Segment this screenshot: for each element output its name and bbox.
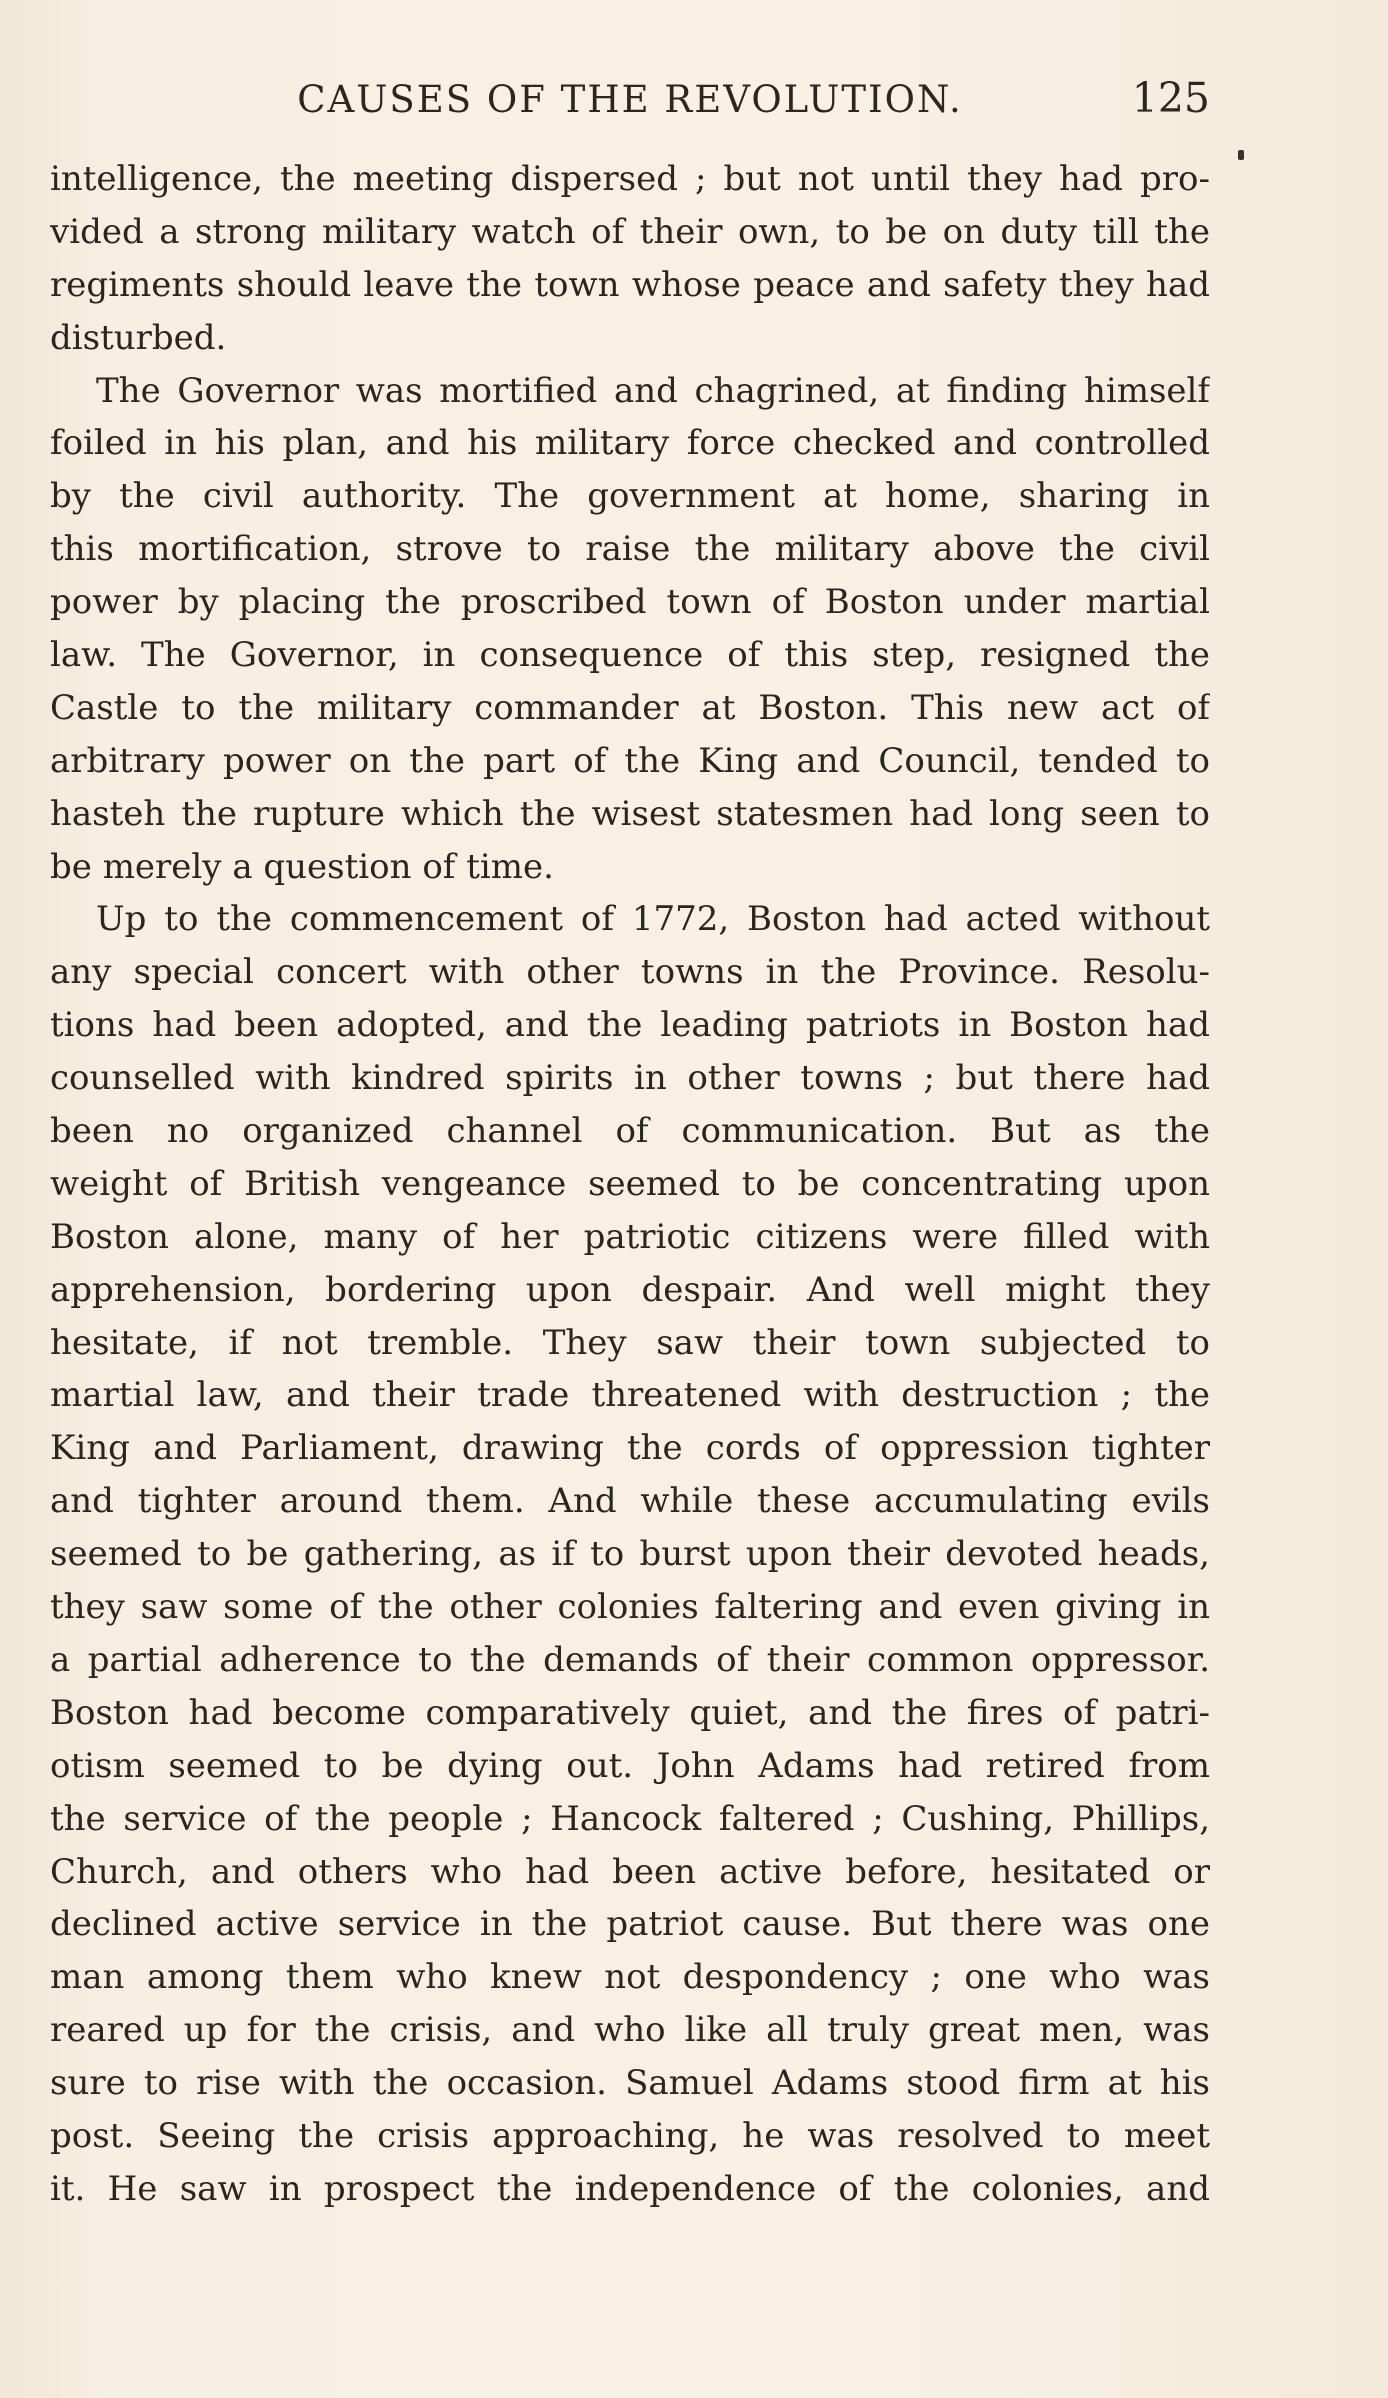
text-line: by the civil authority. The government at home, sharing in: [50, 476, 1210, 517]
text-line: been no organized channel of communication. But as the: [50, 1111, 1210, 1152]
text-line: Up to the commencement of 1772, Boston had acted without: [96, 899, 1210, 940]
text-line: martial law, and their trade threatened with destruction ; the: [50, 1375, 1210, 1416]
text-line: tions had been adopted, and the leading patriots in Boston had: [50, 1005, 1210, 1046]
text-line: regiments should leave the town whose peace and safety they had: [50, 264, 1210, 305]
text-line: man among them who knew not despondency ; one who was: [50, 1957, 1210, 1998]
text-line: otism seemed to be dying out. John Adams had retired from: [50, 1745, 1210, 1786]
ink-speck: [1238, 150, 1244, 160]
text-line: Castle to the military commander at Boston. This new act of: [50, 687, 1210, 728]
running-head-title: CAUSES OF THE REVOLUTION.: [297, 78, 963, 121]
text-line: power by placing the proscribed town of Boston under martial: [50, 582, 1210, 623]
text-line: a partial adherence to the demands of their common oppressor.: [50, 1639, 1210, 1680]
running-head: [50, 72, 1210, 132]
text-line: any special concert with other towns in the Province. Resolu-: [50, 952, 1210, 993]
text-line: and tighter around them. And while these accumulating evils: [50, 1481, 1210, 1522]
text-line: foiled in his plan, and his military force checked and controlled: [50, 423, 1210, 464]
text-line: they saw some of the other colonies faltering and even giving in: [50, 1587, 1210, 1628]
page-number: 125: [1131, 74, 1210, 122]
text-line: Boston alone, many of her patriotic citizens were filled with: [50, 1216, 1210, 1257]
body-text: [50, 153, 1210, 2216]
text-line: The Governor was mortified and chagrined, at finding himself: [96, 370, 1210, 411]
text-line: counselled with kindred spirits in other towns ; but there had: [50, 1058, 1210, 1099]
text-line: weight of British vengeance seemed to be concentrating upon: [50, 1163, 1210, 1204]
text-line: the service of the people ; Hancock faltered ; Cushing, Phillips,: [50, 1798, 1210, 1839]
text-line: reared up for the crisis, and who like all truly great men, was: [50, 2010, 1210, 2051]
text-line: hesitate, if not tremble. They saw their town subjected to: [50, 1322, 1210, 1363]
text-line: sure to rise with the occasion. Samuel Adams stood firm at his: [50, 2063, 1210, 2104]
text-line: apprehension, bordering upon despair. And well might they: [50, 1269, 1210, 1310]
text-line: be merely a question of time.: [50, 846, 554, 887]
text-line: intelligence, the meeting dispersed ; but not until they had pro-: [50, 159, 1210, 199]
text-line: law. The Governor, in consequence of this step, resigned the: [50, 635, 1210, 676]
text-line: Church, and others who had been active before, hesitated or: [50, 1851, 1210, 1892]
text-line: King and Parliament, drawing the cords of oppression tighter: [50, 1428, 1210, 1469]
text-line: hasteh the rupture which the wisest statesmen had long seen to: [50, 793, 1210, 834]
text-line: Boston had become comparatively quiet, and the fires of patri-: [50, 1692, 1210, 1733]
text-line: disturbed.: [50, 317, 227, 358]
text-line: declined active service in the patriot cause. But there was one: [50, 1904, 1210, 1945]
text-line: it. He saw in prospect the independence of the colonies, and: [50, 2168, 1210, 2209]
text-line: this mortification, strove to raise the military above the civil: [50, 529, 1210, 570]
text-line: seemed to be gathering, as if to burst upon their devoted heads,: [50, 1534, 1210, 1575]
text-line: post. Seeing the crisis approaching, he was resolved to meet: [50, 2115, 1210, 2156]
text-line: vided a strong military watch of their own, to be on duty till the: [50, 211, 1210, 252]
text-line: arbitrary power on the part of the King and Council, tended to: [50, 740, 1210, 781]
